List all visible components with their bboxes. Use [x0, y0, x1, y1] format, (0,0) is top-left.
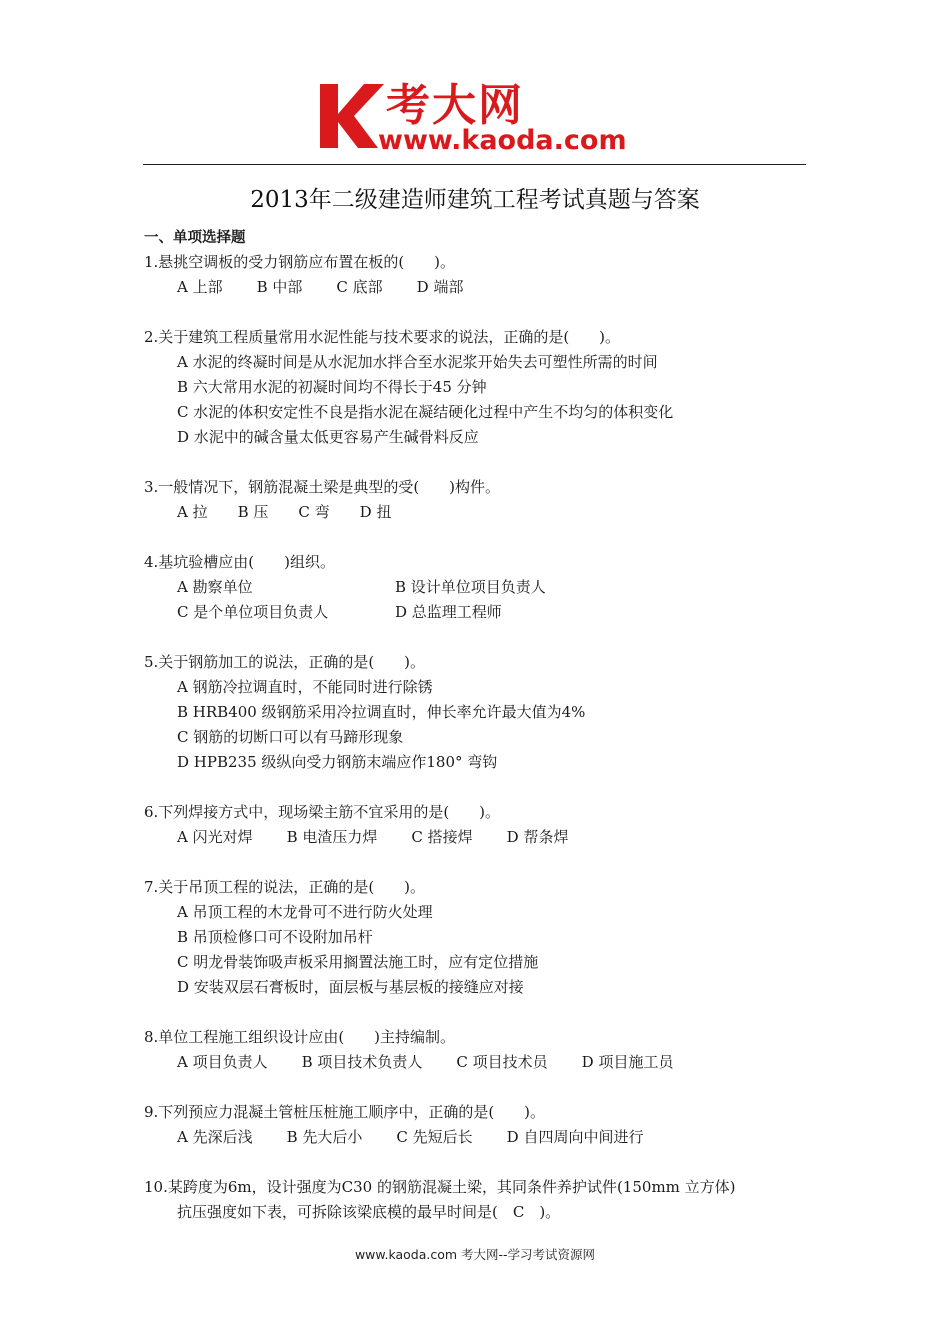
question-2	[144, 325, 824, 450]
question-options	[144, 900, 824, 1000]
option-d: D 项目施工员	[581, 1053, 674, 1071]
question-options	[144, 675, 824, 775]
question-stem: 3.一般情况下，钢筋混凝土梁是典型的受( )构件。	[144, 478, 501, 496]
option-a: A 吊顶工程的木龙骨可不进行防火处理	[177, 903, 433, 921]
question-3	[144, 475, 824, 525]
option-d: D 总监理工程师	[395, 603, 502, 621]
question-options	[144, 1125, 824, 1150]
header-divider	[143, 164, 806, 165]
question-5	[144, 650, 824, 775]
option-b: B 先大后小	[286, 1128, 363, 1146]
exam-content	[144, 226, 824, 1250]
option-b: B 中部	[256, 278, 303, 296]
option-c: C 底部	[336, 278, 383, 296]
question-stem: 10.某跨度为6m，设计强度为C30 的钢筋混凝土梁，其同条件养护试件(150mm 立方体)	[144, 1178, 736, 1196]
option-d: D 自四周向中间进行	[506, 1128, 644, 1146]
option-c: C 是个单位项目负责人	[177, 603, 329, 621]
question-options	[144, 1050, 824, 1075]
question-8	[144, 1025, 824, 1075]
question-stem: 8.单位工程施工组织设计应由( )主持编制。	[144, 1028, 456, 1046]
question-7	[144, 875, 824, 1000]
option-a: A 上部	[177, 278, 223, 296]
option-c: C 明龙骨装饰吸声板采用搁置法施工时，应有定位措施	[177, 953, 539, 971]
option-a: A 项目负责人	[177, 1053, 268, 1071]
question-9	[144, 1100, 824, 1150]
page-footer: www.kaoda.com 考大网--学习考试资源网	[354, 1247, 596, 1262]
option-b: B 项目技术负责人	[301, 1053, 423, 1071]
option-b: B 六大常用水泥的初凝时间均不得长于45 分钟	[177, 378, 487, 396]
option-a: A 水泥的终凝时间是从水泥加水拌合至水泥浆开始失去可塑性所需的时间	[177, 353, 658, 371]
question-options	[144, 500, 824, 525]
logo-brand-text: 考大网	[386, 80, 524, 131]
question-stem: 9.下列预应力混凝土管桩压桩施工顺序中，正确的是( )。	[144, 1103, 546, 1121]
page-title: 2013年二级建造师建筑工程考试真题与答案	[250, 187, 700, 213]
option-a: A 钢筋冷拉调直时，不能同时进行除锈	[177, 678, 433, 696]
option-b: B 压	[237, 503, 269, 521]
option-c: C 弯	[298, 503, 330, 521]
question-4	[144, 550, 824, 625]
option-d: D HPB235 级纵向受力钢筋末端应作180° 弯钩	[177, 753, 498, 771]
question-stem-continuation: 抗压强度如下表，可拆除该梁底模的最早时间是( C )。	[177, 1203, 561, 1221]
option-d: D 端部	[416, 278, 464, 296]
question-stem: 5.关于钢筋加工的说法，正确的是( )。	[144, 653, 426, 671]
question-stem: 6.下列焊接方式中，现场梁主筋不宜采用的是( )。	[144, 803, 501, 821]
option-c: C 水泥的体积安定性不良是指水泥在凝结硬化过程中产生不均匀的体积变化	[177, 403, 674, 421]
kaoda-logo[interactable]	[318, 80, 648, 160]
option-a: A 先深后浅	[177, 1128, 253, 1146]
question-stem: 1.悬挑空调板的受力钢筋应布置在板的( )。	[144, 253, 456, 271]
question-options	[144, 575, 824, 625]
option-d: D 扭	[359, 503, 392, 521]
question-options	[144, 350, 824, 450]
question-6	[144, 800, 824, 850]
question-stem: 7.关于吊顶工程的说法，正确的是( )。	[144, 878, 426, 896]
option-c: C 搭接焊	[411, 828, 473, 846]
question-1	[144, 250, 824, 300]
question-stem: 4.基坑验槽应由( )组织。	[144, 553, 336, 571]
option-d: D 帮条焊	[506, 828, 569, 846]
question-options	[144, 825, 824, 850]
section-heading: 一、单项选择题	[144, 230, 246, 246]
option-a: A 拉	[177, 503, 208, 521]
option-c: C 钢筋的切断口可以有马蹄形现象	[177, 728, 404, 746]
question-stem: 2.关于建筑工程质量常用水泥性能与技术要求的说法，正确的是( )。	[144, 328, 621, 346]
option-b: B 设计单位项目负责人	[395, 578, 546, 596]
option-d: D 安装双层石膏板时，面层板与基层板的接缝应对接	[177, 978, 524, 996]
question-options	[144, 275, 824, 300]
option-b: B 吊顶检修口可不设附加吊杆	[177, 928, 373, 946]
option-a: A 闪光对焊	[177, 828, 253, 846]
option-d: D 水泥中的碱含量太低更容易产生碱骨料反应	[177, 428, 479, 446]
option-b: B 电渣压力焊	[286, 828, 378, 846]
option-a: A 勘察单位	[177, 578, 253, 596]
option-c: C 项目技术员	[456, 1053, 548, 1071]
logo-url-text: www.kaoda.com	[378, 125, 627, 156]
option-c: C 先短后长	[396, 1128, 473, 1146]
option-b: B HRB400 级钢筋采用冷拉调直时，伸长率允许最大值为4%	[177, 703, 586, 721]
question-10	[144, 1175, 824, 1225]
